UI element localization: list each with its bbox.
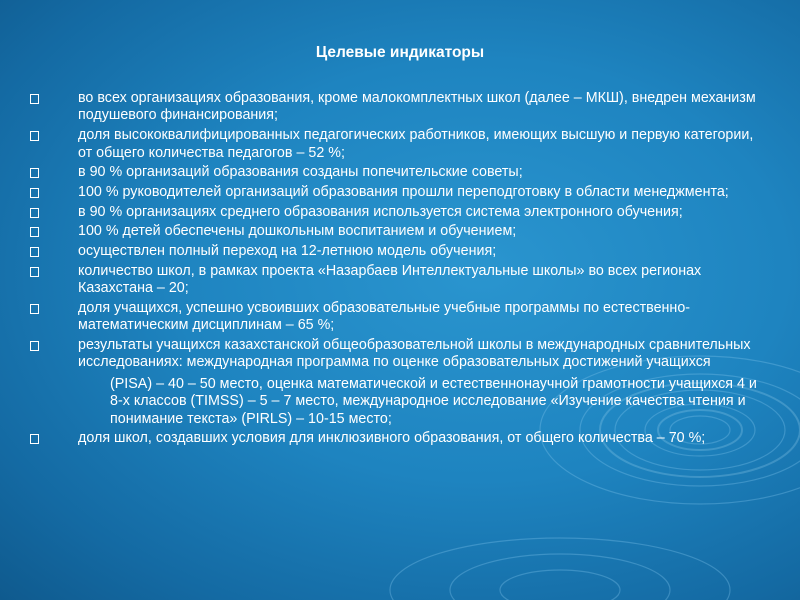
square-bullet-icon — [30, 227, 39, 237]
bullet-item — [30, 243, 760, 260]
bullet-text: доля учащихся, успешно усвоивших образовательные учебные программы по естественно-математическим дисциплинам – 65 %; — [78, 299, 691, 334]
slide-title: Целевые индикаторы — [315, 44, 485, 61]
bullet-text: 100 % руководителей организаций образования прошли переподготовку в области менеджмента; — [78, 183, 729, 200]
bullet-item — [30, 90, 760, 125]
bullet-item — [30, 223, 760, 240]
square-bullet-icon — [30, 341, 39, 351]
bullet-text: доля высококвалифицированных педагогических работников, имеющих высшую и первую категории, от общего количества педагогов – 52 %; — [78, 127, 754, 161]
square-bullet-icon — [30, 188, 39, 198]
square-bullet-icon — [30, 247, 39, 257]
bullet-text: количество школ, в рамках проекта «Назарбаев Интеллектуальные школы» во всех регионах Казахстана – 20; — [78, 262, 702, 297]
bullet-text: в 90 % организаций образования созданы попечительские советы; — [78, 164, 523, 181]
square-bullet-icon — [30, 304, 39, 314]
bullet-text: (PISA) – 40 – 50 место, оценка математической и естественнонаучной грамотности учащихся 4 и 8-х классов (TIMSS) – 5 – 7 место, международное исследование «Изучение качества чтения и понимание текста» (PIRLS) – 10-15 место; — [110, 375, 757, 427]
square-bullet-icon — [30, 267, 39, 277]
bullet-item — [30, 376, 760, 428]
bullet-item — [30, 300, 760, 335]
bullet-item — [30, 263, 760, 298]
square-bullet-icon — [30, 131, 39, 141]
bullet-item — [30, 184, 760, 201]
bullet-text: 100 % детей обеспечены дошкольным воспитанием и обучением; — [78, 223, 517, 240]
bullet-text: во всех организациях образования, кроме малокомплектных школ (далее – МКШ), внедрен механизм подушевого финансирования; — [78, 90, 756, 124]
bullet-item — [30, 164, 760, 181]
bullet-text: в 90 % организациях среднего образования используется система электронного обучения; — [78, 203, 683, 220]
bullet-item — [30, 204, 760, 221]
bullet-text: доля школ, создавших условия для инклюзивного образования, от общего количества – 70 %; — [78, 430, 706, 447]
bullet-item — [30, 430, 760, 447]
square-bullet-icon — [30, 168, 39, 178]
bullet-text: осуществлен полный переход на 12-летнюю модель обучения; — [78, 243, 497, 260]
bullet-list — [30, 90, 760, 450]
square-bullet-icon — [30, 208, 39, 218]
square-bullet-icon — [30, 94, 39, 104]
square-bullet-icon — [30, 434, 39, 444]
bullet-text: результаты учащихся казахстанской общеобразовательной школы в международных сравнительных исследованиях: международная программа по оценке образовательных достижений учащихся — [78, 336, 751, 371]
bullet-item — [30, 127, 760, 162]
bullet-item — [30, 337, 760, 372]
